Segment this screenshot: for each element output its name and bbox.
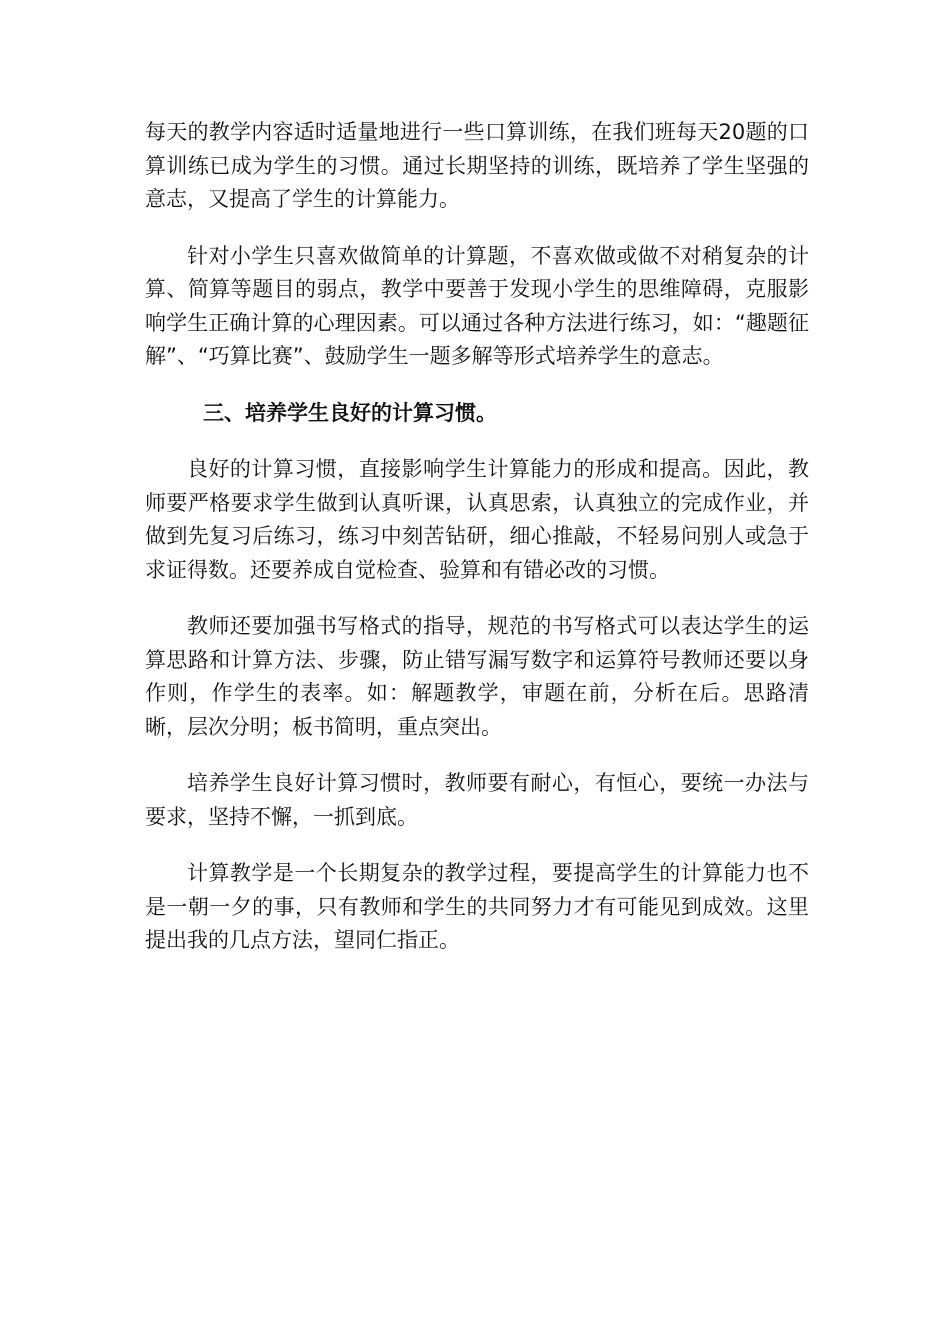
paragraph-oral-arithmetic: 每天的教学内容适时适量地进行一些口算训练，在我们班每天20题的口算训练已成为学生的习惯。通过长期坚持的训练，既培养了学生坚强的意志，又提高了学生的计算能力。 xyxy=(145,120,809,211)
document-body xyxy=(145,116,809,981)
paragraph-good-habits: 良好的计算习惯，直接影响学生计算能力的形成和提高。因此，教师要严格要求学生做到认真听课，认真思索，认真独立的完成作业，并做到先复习后练习，练习中刻苦钻研，细心推敲，不轻易问别人或急于求证得数。还要养成自觉检查、验算和有错必改的习惯。 xyxy=(145,457,809,582)
paragraph-complex-calculation: 针对小学生只喜欢做简单的计算题，不喜欢做或做不对稍复杂的计算、简算等题目的弱点，教学中要善于发现小学生的思维障碍，克服影响学生正确计算的心理因素。可以通过各种方法进行练习，如：“趣题征解”、“巧算比赛”、鼓励学生一题多解等形式培养学生的意志。 xyxy=(145,243,809,368)
section-heading-habits: 三、培养学生良好的计算习惯。 xyxy=(203,400,497,425)
paragraph-writing-format: 教师还要加强书写格式的指导，规范的书写格式可以表达学生的运算思路和计算方法、步骤，防止错写漏写数字和运算符号教师还要以身作则，作学生的表率。如：解题教学，审题在前，分析在后。思路清晰，层次分明；板书简明，重点突出。 xyxy=(145,614,809,739)
paragraph-conclusion: 计算教学是一个长期复杂的教学过程，要提高学生的计算能力也不是一朝一夕的事，只有教师和学生的共同努力才有可能见到成效。这里提出我的几点方法，望同仁指正。 xyxy=(145,861,809,952)
paragraph-patience: 培养学生良好计算习惯时，教师要有耐心，有恒心，要统一办法与要求，坚持不懈，一抓到底。 xyxy=(145,771,809,829)
